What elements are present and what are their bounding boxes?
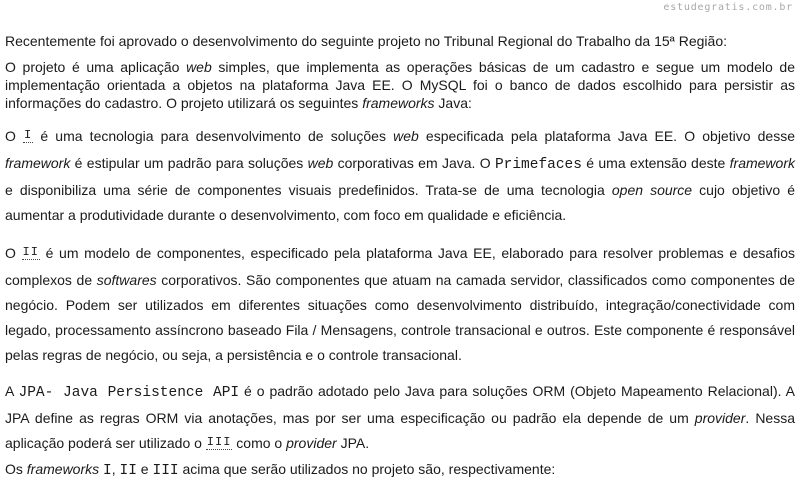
emphasis: web	[186, 59, 212, 75]
blank-ii: II	[22, 245, 39, 259]
text: e	[136, 461, 153, 477]
text: Os	[5, 461, 27, 477]
question-text	[5, 32, 795, 480]
emphasis: open source	[611, 182, 693, 198]
text: e disponibiliza uma série de componentes visuais predefinidos. Trata-se de uma tecnologia	[5, 182, 612, 198]
text: simples, que implementa as operações básicas de um cadastro e segue um modelo de implementação orientada a objetos na plataforma Java EE. O MySQL foi o banco de dados escolhido para persistir as informações do cadastro. O projeto utilizará os seguintes	[5, 59, 795, 111]
intro-paragraph: Recentemente foi aprovado o desenvolvimento do seguinte projeto no Tribunal Regional do Trabalho da 15ª Região:	[5, 33, 727, 49]
emphasis: provider	[286, 435, 337, 451]
text: especificada pela plataforma Java EE. O objetivo desse	[418, 128, 795, 144]
emphasis: softwares	[96, 272, 157, 288]
emphasis: provider	[694, 410, 746, 426]
text: é uma tecnologia para desenvolvimento de soluções	[33, 128, 394, 144]
text: O	[5, 128, 24, 144]
text: é o padrão adotado pelo Java para soluções ORM (Objeto Mapeamento Relacional). A JPA define as regras ORM via anotações, mas por ser uma especificação ou padrão ela depende de um	[5, 383, 795, 426]
emphasis: framework	[729, 155, 795, 171]
emphasis: frameworks	[362, 95, 435, 111]
emphasis: web	[307, 155, 334, 171]
code-term: JPA- Java Persistence API	[18, 385, 240, 401]
emphasis: frameworks	[26, 461, 100, 477]
code-term: I	[103, 463, 112, 479]
text: é um modelo de componentes, especificado pela plataforma Java EE, elaborado para resolver problemas e desafios complexos de	[5, 245, 795, 288]
text: ,	[111, 461, 120, 477]
text: Java:	[434, 95, 472, 111]
text: JPA.	[336, 435, 370, 451]
emphasis: web	[393, 128, 419, 144]
text: O projeto é uma aplicação	[5, 59, 187, 75]
text: acima que serão utilizados no projeto são, respectivamente:	[178, 461, 556, 477]
text: . Nessa aplicação poderá ser utilizado o	[5, 410, 796, 451]
blank-i: I	[24, 128, 33, 142]
text: O	[5, 245, 22, 261]
text: corporativas em Java. O	[333, 155, 495, 171]
code-term: Primefaces	[494, 157, 582, 173]
code-term: III	[152, 463, 179, 479]
project-paragraph	[5, 58, 795, 112]
code-term: II	[119, 463, 137, 479]
text: como o	[232, 435, 287, 451]
emphasis: framework	[5, 155, 71, 171]
question-prompt	[5, 460, 795, 480]
text: é estipular um padrão para soluções	[70, 155, 308, 171]
text: A	[5, 383, 19, 399]
framework-i-paragraph	[5, 124, 795, 228]
text: cujo objetivo é aumentar a produtividade durante o desenvolvimento, com foco em qualidade e eficiência.	[5, 182, 795, 223]
text: corporativos. São componentes que atuam na camada servidor, classificados como componentes de negócio. Podem ser utilizados em diferentes situações como desenvolvimento distribuído, integração/conectividade com legado, processamento assíncrono baseado Fila / Mensagens, controle transacional e outros. Este componente é responsável pelas regras de negócio, ou seja, a persistência e o controle transacional.	[5, 272, 795, 363]
text: é uma extensão deste	[581, 155, 730, 171]
framework-iii-paragraph	[5, 379, 795, 458]
watermark: estudegratis.com.br	[663, 2, 793, 13]
blank-iii: III	[206, 435, 232, 449]
framework-ii-paragraph	[5, 241, 795, 368]
